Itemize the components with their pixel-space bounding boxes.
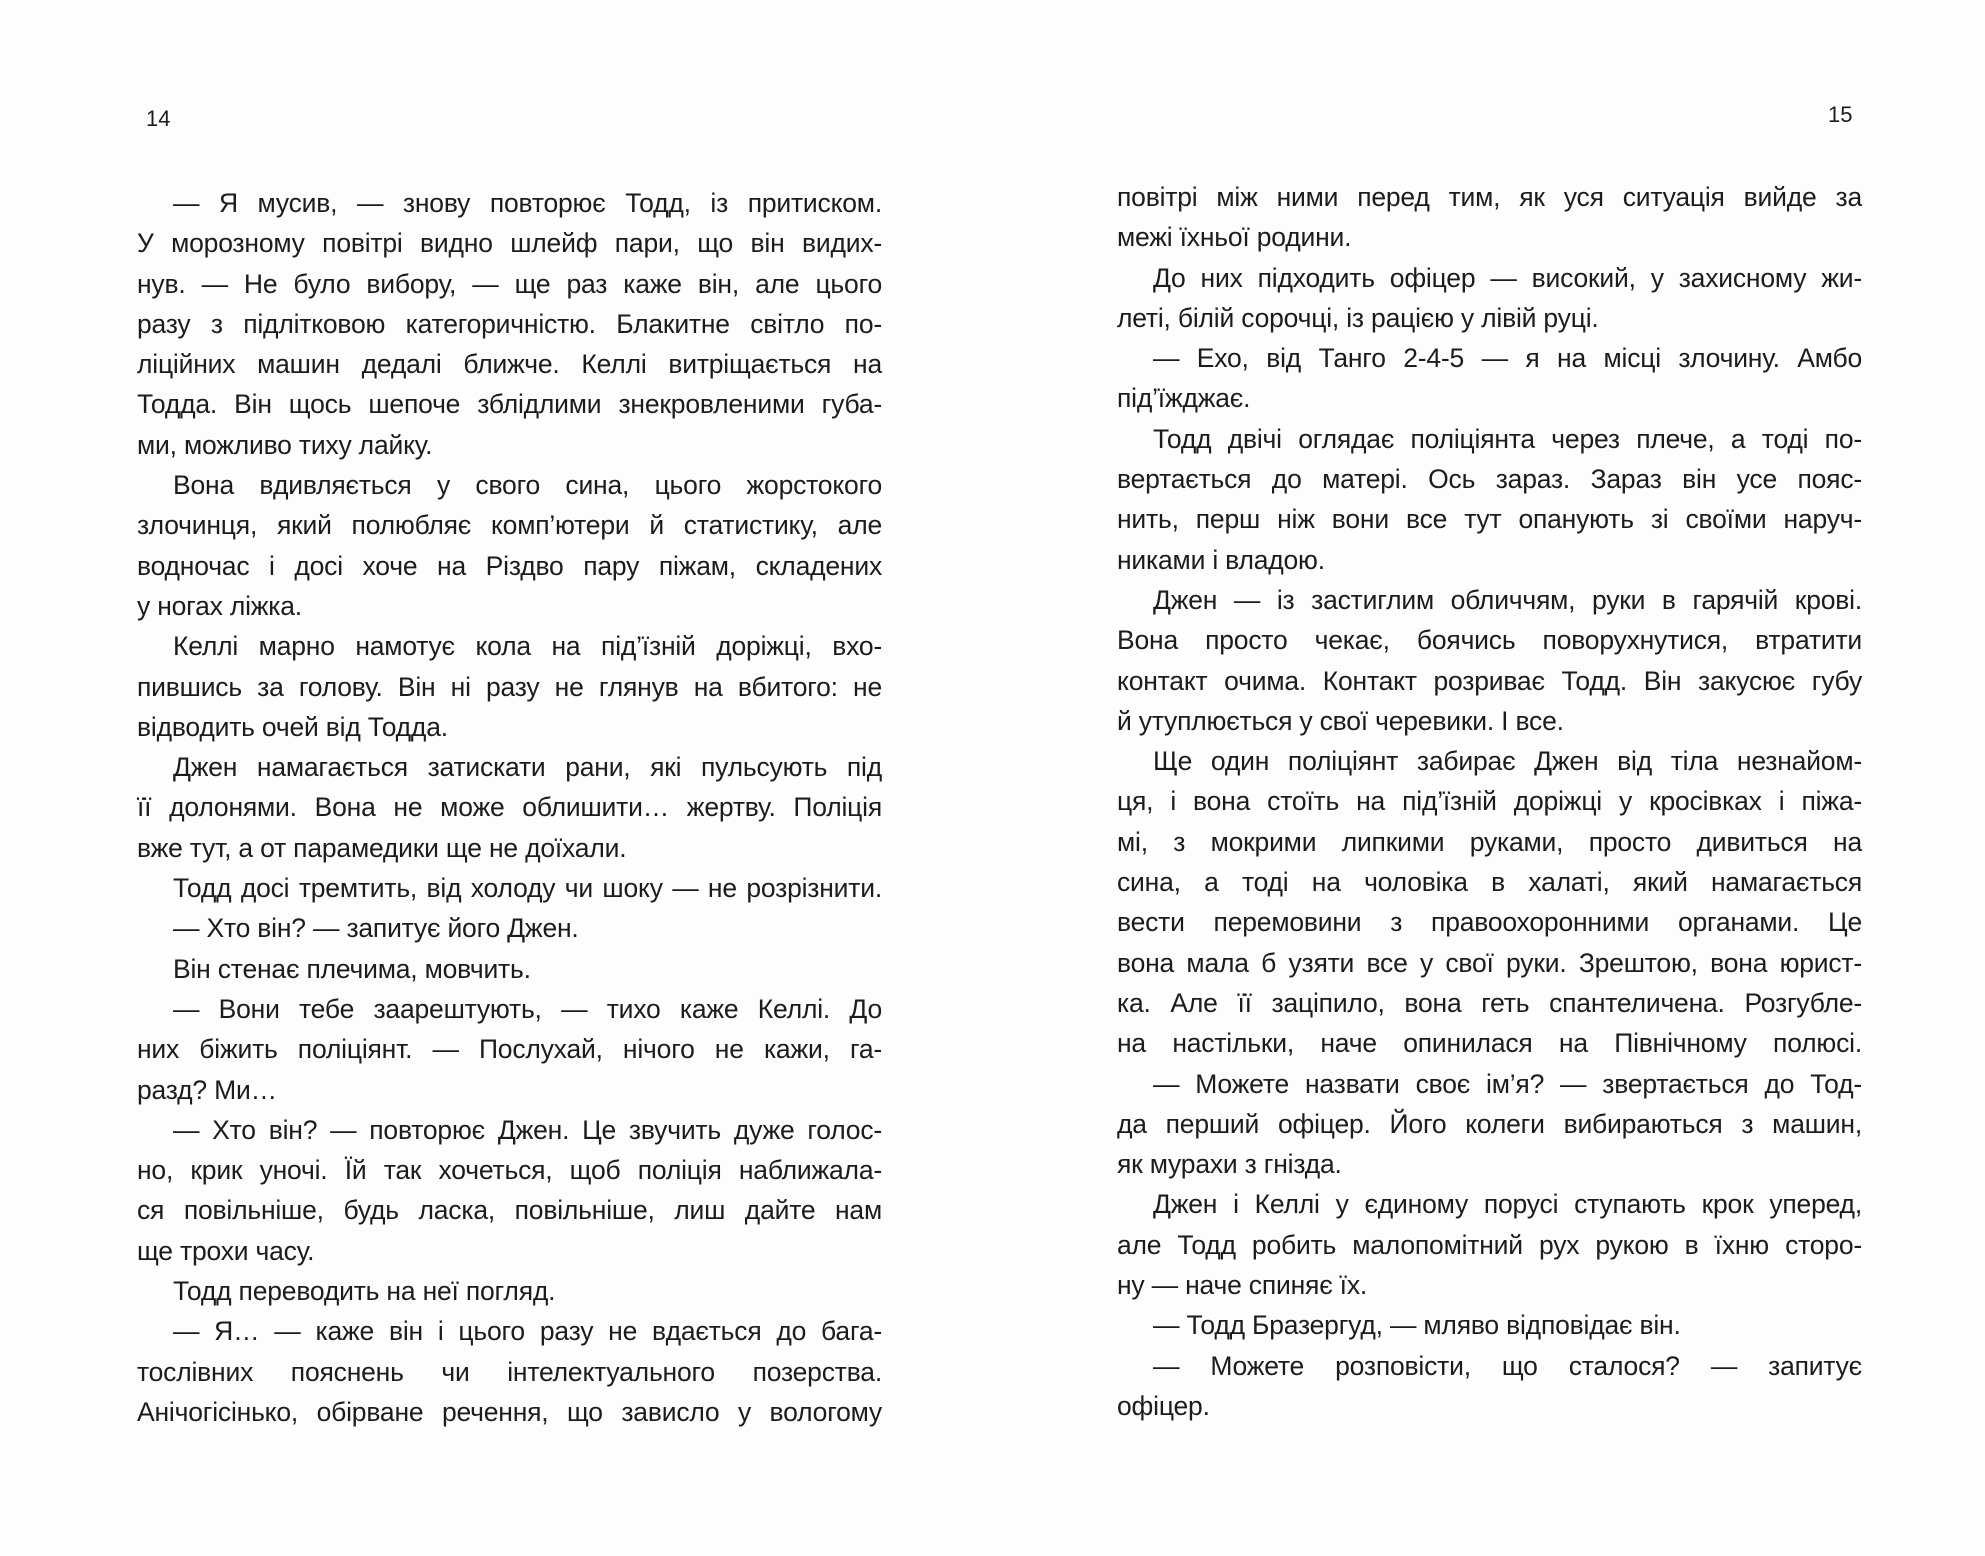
text-line: Він стенає плечима, мовчить. <box>173 953 531 984</box>
text-line: — Хто він? — повторює Джен. Це звучить дуже голос- <box>173 1114 882 1145</box>
text-line: Анічогісінько, обірване речення, що зависло у вологому <box>137 1396 882 1427</box>
text-line: межі їхньої родини. <box>1117 222 1352 253</box>
text-line: контакт очима. Контакт розриває Тодд. Він закусює губу <box>1117 665 1862 696</box>
text-line: ще трохи часу. <box>137 1235 315 1266</box>
text-line: злочинця, який полюбляє комп’ютери й статистику, але <box>137 510 882 541</box>
text-line: У морозному повітрі видно шлейф пари, що він видих- <box>137 228 882 259</box>
text-line: — Я… — каже він і цього разу не вдається до бага- <box>173 1316 882 1347</box>
text-line: никами і владою. <box>1117 544 1325 575</box>
text-line: пившись за голову. Він ні разу не глянув на вбитого: не <box>137 671 882 702</box>
text-line: но, крик уночі. Їй так хочеться, щоб поліція наближала- <box>137 1155 882 1186</box>
text-line: Джен і Келлі у єдиному порусі ступають крок уперед, <box>1153 1189 1862 1220</box>
left-page-text <box>137 183 882 1432</box>
text-line: під’їжджає. <box>1117 383 1251 414</box>
text-line: вже тут, а от парамедики ще не доїхали. <box>137 832 627 863</box>
text-line: нув. — Не було вибору, — ще раз каже він, але цього <box>137 268 882 299</box>
text-line: Тодд двічі оглядає поліціянта через плече, а тоді по- <box>1153 423 1862 454</box>
text-line: офіцер. <box>1117 1390 1210 1421</box>
text-line: ну — наче спиняє їх. <box>1117 1270 1368 1301</box>
text-line: Вона просто чекає, боячись поворухнутися, втратити <box>1117 625 1862 656</box>
text-line: тослівних пояснень чи інтелектуального позерства. <box>137 1356 882 1387</box>
text-line: — Вони тебе заарештують, — тихо каже Келлі. До <box>173 993 882 1024</box>
text-line: повітрі між ними перед тим, як уся ситуація вийде за <box>1117 182 1862 212</box>
text-line: разд? Ми… <box>137 1074 277 1105</box>
text-line: Джен — із застиглим обличчям, руки в гарячій крові. <box>1153 584 1862 615</box>
text-line: — Ехо, від Танго 2-4-5 — я на місці злочину. Амбо <box>1153 343 1862 374</box>
text-line: — Можете розповісти, що сталося? — запитує <box>1153 1350 1862 1381</box>
text-line: ця, і вона стоїть на під’їзній доріжці у кросівках і піжа- <box>1117 786 1862 817</box>
text-line: них біжить поліціянт. — Послухай, нічого не кажи, га- <box>137 1034 882 1065</box>
text-line: До них підходить офіцер — високий, у захисному жи- <box>1153 262 1862 293</box>
text-line: Вона вдивляється у свого сина, цього жорстокого <box>173 470 882 501</box>
text-line: — Я мусив, — знову повторює Тодд, із притиском. <box>173 188 882 218</box>
text-line: ся повільніше, будь ласка, повільніше, лиш дайте нам <box>137 1195 882 1226</box>
text-line: її долонями. Вона не може облишити… жертву. Поліція <box>137 792 882 823</box>
text-line: Тодд досі тремтить, від холоду чи шоку — не розрізнити. <box>173 873 882 904</box>
text-line: Келлі марно намотує кола на під’їзній доріжці, вхо- <box>173 631 882 662</box>
text-line: вести перемовини з правоохоронними органами. Це <box>1117 907 1862 938</box>
text-line: вона мала б узяти все у свої руки. Зрештою, вона юрист- <box>1117 947 1862 978</box>
text-line: й утуплюється у свої черевики. І все. <box>1117 705 1564 736</box>
text-line: ка. Але її заціпило, вона геть спантеличена. Розгубле- <box>1117 987 1862 1018</box>
text-line: — Можете назвати своє ім’я? — звертається до Тод- <box>1153 1068 1862 1099</box>
text-line: разу з підлітковою категоричністю. Блакитне світло по- <box>137 308 882 339</box>
text-line: леті, білій сорочці, із рацією у лівій руці. <box>1117 302 1599 333</box>
text-line: але Тодд робить малопомітний рух рукою в їхню сторо- <box>1117 1229 1862 1260</box>
text-line: на настільки, наче опинилася на Північному полюсі. <box>1117 1028 1862 1059</box>
text-line: Ще один поліціянт забирає Джен від тіла незнайом- <box>1153 746 1862 777</box>
text-line: відводить очей від Тодда. <box>137 711 448 742</box>
text-line: як мурахи з гнізда. <box>1117 1149 1342 1180</box>
text-line: нить, перш ніж вони все тут опанують зі своїми наруч- <box>1117 504 1862 535</box>
text-line: ліційних машин дедалі ближче. Келлі витріщається на <box>137 349 882 380</box>
text-line: ми, можливо тиху лайку. <box>137 429 433 460</box>
text-line: да перший офіцер. Його колеги вибираються з машин, <box>1117 1108 1862 1139</box>
page-number-right: 15 <box>1828 102 1853 127</box>
text-line: водночас і досі хоче на Різдво пару піжам, складених <box>137 550 882 581</box>
text-line: Тодда. Він щось шепоче зблідлими знекровленими губа- <box>137 389 882 420</box>
text-line: — Тодд Бразергуд, — мляво відповідає він. <box>1153 1310 1681 1341</box>
text-line: Тодд переводить на неї погляд. <box>173 1276 556 1307</box>
page-number-left: 14 <box>146 106 171 131</box>
text-line: сина, а тоді на чоловіка в халаті, який намагається <box>1117 867 1862 898</box>
text-line: мі, з мокрими липкими руками, просто дивиться на <box>1117 826 1862 857</box>
text-line: у ногах ліжка. <box>137 590 302 621</box>
text-line: вертається до матері. Ось зараз. Зараз він усе пояс- <box>1117 464 1862 495</box>
text-line: — Хто він? — запитує його Джен. <box>173 913 579 944</box>
text-line: Джен намагається затискати рани, які пульсують під <box>173 752 882 783</box>
right-page-text <box>1117 177 1862 1426</box>
